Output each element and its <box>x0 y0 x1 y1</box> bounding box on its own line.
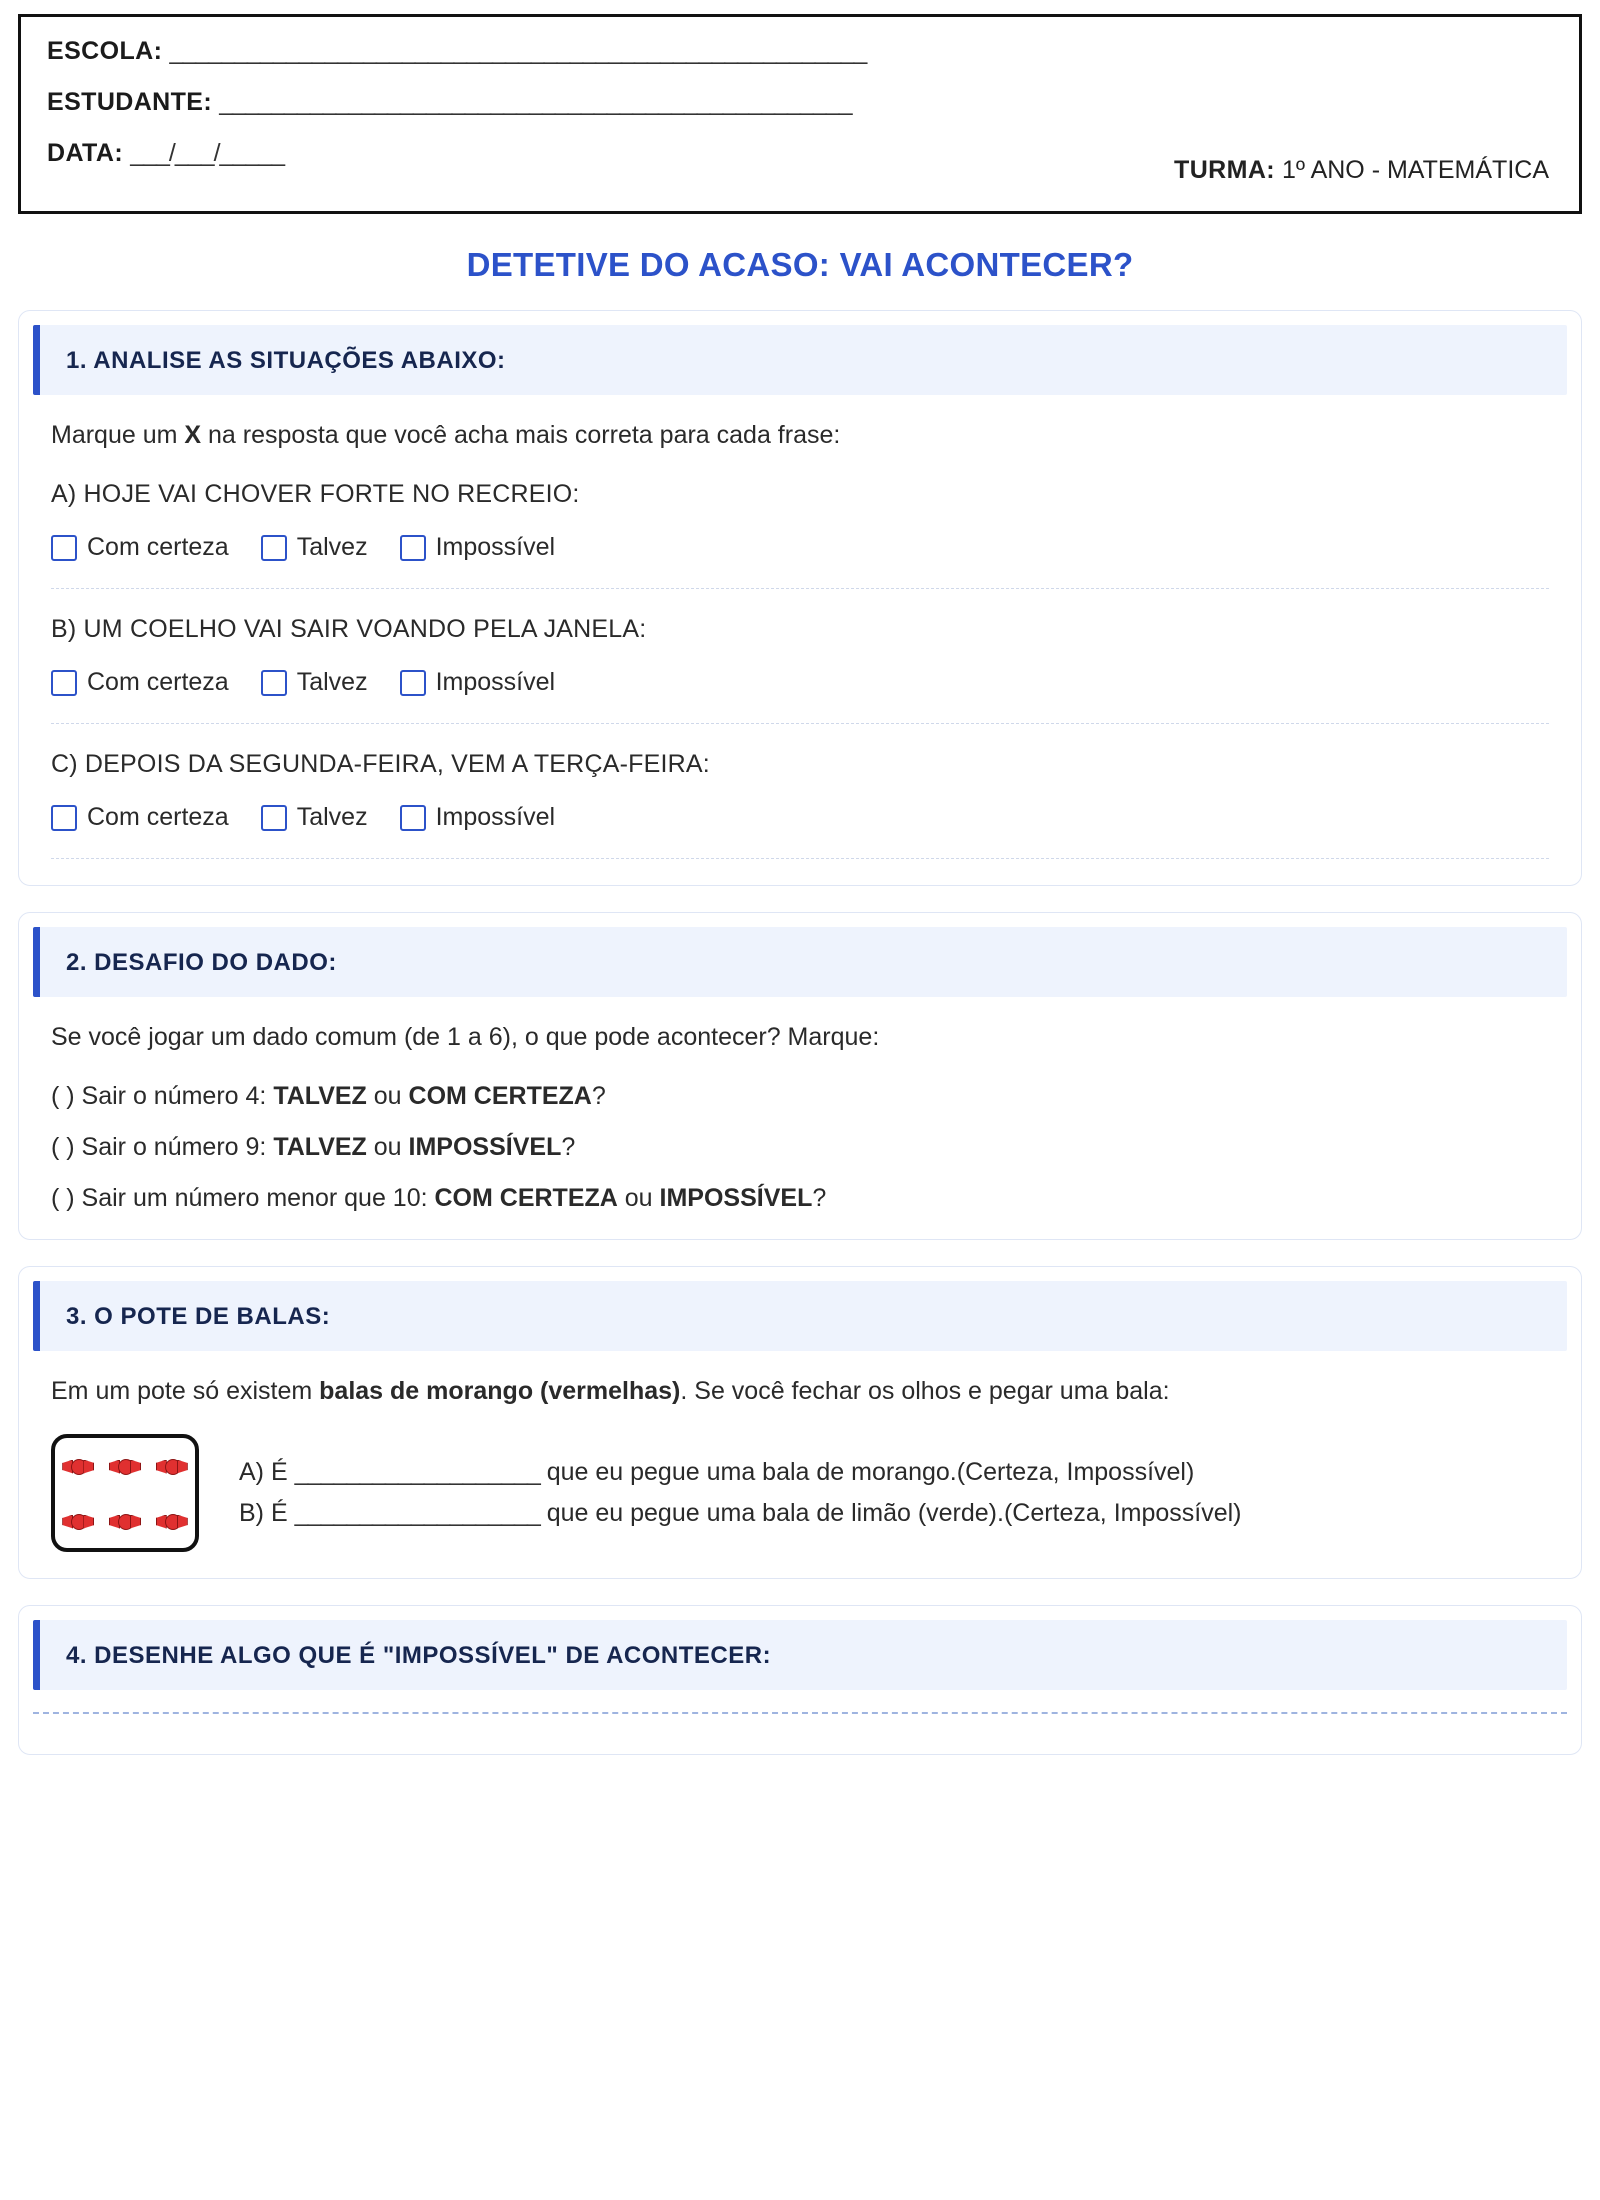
dice-item-2-bold2: IMPOSSÍVEL <box>408 1133 562 1161</box>
student-blank[interactable]: _________________________________________________ <box>219 88 852 116</box>
dice-item-2-suffix: ? <box>561 1133 576 1161</box>
drawing-area[interactable] <box>33 1712 1567 1754</box>
instruction-pre: Marque um <box>51 421 185 449</box>
dice-item-1-bold1: TALVEZ <box>273 1082 367 1110</box>
candy-answer-a <box>239 1458 1549 1487</box>
option-label-c-1: Com certeza <box>87 803 229 831</box>
section-2-body <box>19 997 1581 1239</box>
date-blank[interactable]: ___/___/_____ <box>130 139 285 167</box>
candy-icon <box>110 1457 140 1475</box>
option-label-a-3: Impossível <box>435 533 556 561</box>
section-3-body <box>19 1351 1581 1578</box>
dice-item-2[interactable] <box>51 1133 1549 1162</box>
question-c-text: C) DEPOIS DA SEGUNDA-FEIRA, VEM A TERÇA-FEIRA: <box>51 750 710 778</box>
instruction-post: na resposta que você acha mais correta para cada frase: <box>201 421 841 449</box>
checkbox-c-talvez[interactable] <box>261 805 287 831</box>
checkbox-c-impossivel[interactable] <box>400 805 426 831</box>
school-blank[interactable]: ______________________________________________________ <box>169 37 867 65</box>
candy-answer-a-pre: A) É <box>239 1458 295 1486</box>
section-1-body <box>19 395 1581 885</box>
question-b-options <box>51 668 1549 724</box>
section-1-card <box>18 310 1582 886</box>
candy-answer-b-post: que eu pegue uma bala de limão (verde).(Certeza, Impossível) <box>539 1499 1242 1527</box>
option-label-b-1: Com certeza <box>87 668 229 696</box>
student-field <box>47 88 1553 117</box>
candy-answer-a-blank[interactable]: ___________________ <box>294 1458 540 1486</box>
candy-icon <box>63 1457 93 1475</box>
candy-icon <box>110 1512 140 1530</box>
section-3-heading: 3. O POTE DE BALAS: <box>33 1281 1567 1351</box>
dice-item-3[interactable] <box>51 1184 1549 1213</box>
dice-item-1-mid: ou <box>366 1082 409 1110</box>
checkbox-c-com-certeza[interactable] <box>51 805 77 831</box>
class-field <box>1174 156 1549 185</box>
candy-icon <box>157 1457 187 1475</box>
checkbox-b-com-certeza[interactable] <box>51 670 77 696</box>
option-label-b-3: Impossível <box>435 668 556 696</box>
dice-item-3-bold2: IMPOSSÍVEL <box>659 1184 813 1212</box>
checkbox-b-impossivel[interactable] <box>400 670 426 696</box>
school-label: ESCOLA: <box>47 37 163 65</box>
option-label-a-1: Com certeza <box>87 533 229 561</box>
instruction-mark: X <box>184 421 202 449</box>
section-2-instruction: Se você jogar um dado comum (de 1 a 6), o que pode acontecer? Marque: <box>51 1023 880 1051</box>
dice-item-2-mid: ou <box>366 1133 409 1161</box>
checkbox-a-com-certeza[interactable] <box>51 535 77 561</box>
student-label: ESTUDANTE: <box>47 88 213 116</box>
section-3-instruction-post: . Se você fechar os olhos e pegar uma bala: <box>680 1377 1170 1405</box>
candy-jar-block <box>51 1434 1549 1552</box>
option-label-a-2: Talvez <box>296 533 368 561</box>
candy-answer-a-post: que eu pegue uma bala de morango.(Certeza, Impossível) <box>539 1458 1195 1486</box>
dice-item-3-suffix: ? <box>812 1184 827 1212</box>
question-a-text: A) HOJE VAI CHOVER FORTE NO RECREIO: <box>51 480 580 508</box>
dice-item-3-prefix: ( ) Sair um número menor que 10: <box>51 1184 435 1212</box>
section-3-instruction-bold: balas de morango (vermelhas) <box>319 1377 681 1405</box>
class-value: 1º ANO - MATEMÁTICA <box>1281 156 1549 184</box>
section-4-card <box>18 1605 1582 1755</box>
checkbox-a-impossivel[interactable] <box>400 535 426 561</box>
option-label-b-2: Talvez <box>296 668 368 696</box>
option-label-c-2: Talvez <box>296 803 368 831</box>
dice-item-1-bold2: COM CERTEZA <box>408 1082 592 1110</box>
candy-answers <box>239 1458 1549 1528</box>
class-label: TURMA: <box>1174 156 1276 184</box>
question-a-options <box>51 533 1549 589</box>
section-1-instruction <box>51 421 1549 450</box>
candy-icon <box>157 1512 187 1530</box>
dice-item-1-prefix: ( ) Sair o número 4: <box>51 1082 274 1110</box>
candy-jar-icon <box>51 1434 199 1552</box>
date-label: DATA: <box>47 139 124 167</box>
dice-item-2-bold1: TALVEZ <box>273 1133 367 1161</box>
question-b-text: B) UM COELHO VAI SAIR VOANDO PELA JANELA: <box>51 615 647 643</box>
candy-icon <box>63 1512 93 1530</box>
school-field <box>47 37 1553 66</box>
candy-answer-b-pre: B) É <box>239 1499 295 1527</box>
dice-item-1[interactable] <box>51 1082 1549 1111</box>
candy-answer-b <box>239 1499 1549 1528</box>
section-2-heading: 2. DESAFIO DO DADO: <box>33 927 1567 997</box>
dice-item-3-mid: ou <box>617 1184 660 1212</box>
section-4-heading: 4. DESENHE ALGO QUE É "IMPOSSÍVEL" DE ACONTECER: <box>33 1620 1567 1690</box>
dice-item-3-bold1: COM CERTEZA <box>434 1184 618 1212</box>
question-c-options <box>51 803 1549 859</box>
checkbox-a-talvez[interactable] <box>261 535 287 561</box>
student-header-box <box>18 14 1582 214</box>
page-title: DETETIVE DO ACASO: VAI ACONTECER? <box>466 246 1134 283</box>
checkbox-b-talvez[interactable] <box>261 670 287 696</box>
section-1-heading: 1. ANALISE AS SITUAÇÕES ABAIXO: <box>33 325 1567 395</box>
dice-item-2-prefix: ( ) Sair o número 9: <box>51 1133 274 1161</box>
option-label-c-3: Impossível <box>435 803 556 831</box>
candy-answer-b-blank[interactable]: ___________________ <box>294 1499 540 1527</box>
section-3-card <box>18 1266 1582 1579</box>
section-3-instruction <box>51 1377 1549 1406</box>
section-3-instruction-pre: Em um pote só existem <box>51 1377 320 1405</box>
dice-item-1-suffix: ? <box>591 1082 606 1110</box>
section-2-card <box>18 912 1582 1240</box>
